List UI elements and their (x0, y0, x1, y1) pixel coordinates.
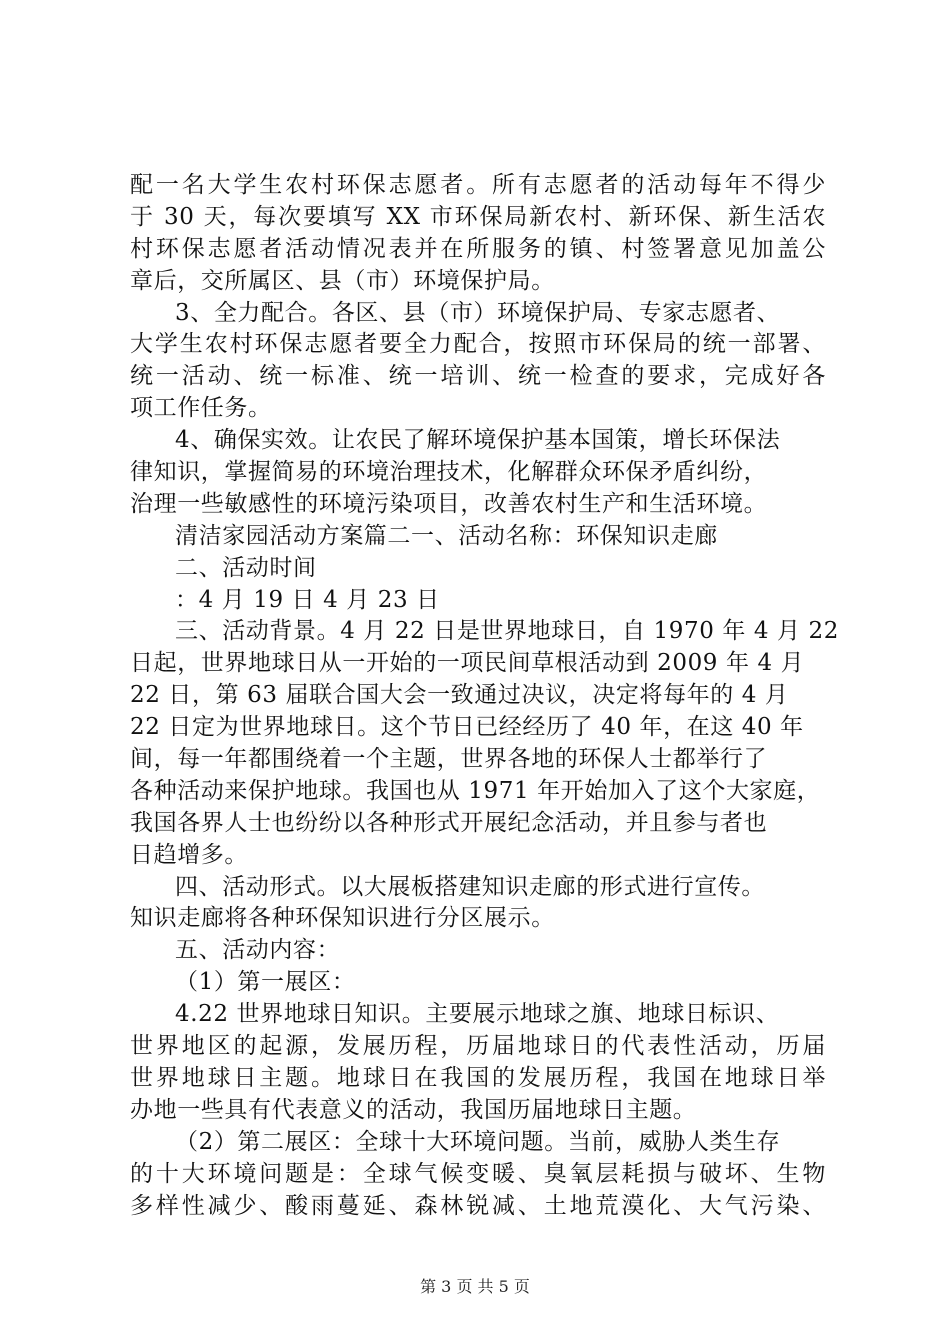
section-heading: 二、活动时间 (175, 554, 317, 581)
section-heading: （1）第一展区： (175, 969, 356, 996)
section-heading: 清洁家园活动方案篇二一、活动名称：环保知识走廊 (175, 522, 718, 549)
page-number-footer: 第 3 页 共 5 页 (420, 1277, 530, 1296)
text-line: ：4 月 19 日 4 月 23 日 (175, 586, 440, 613)
text-line: 统一活动、统一标准、统一培训、统一检查的要求，完成好各 (130, 363, 826, 390)
text-line: 多样性减少、酸雨蔓延、森林锐减、土地荒漠化、大气污染、 (130, 1192, 826, 1219)
text-line: 的十大环境问题是：全球气候变暖、臭氧层耗损与破坏、生物 (130, 1160, 826, 1187)
text-line: 办地一些具有代表意义的活动，我国历届地球日主题。 (130, 1096, 697, 1123)
text-line: 三、活动背景。4 月 22 日是世界地球日，自 1970 年 4 月 22 (175, 618, 840, 645)
text-line: 四、活动形式。以大展板搭建知识走廊的形式进行宣传。 (175, 873, 765, 900)
text-line: 世界地球日主题。地球日在我国的发展历程，我国在地球日举 (130, 1064, 826, 1091)
text-line: 22 日定为世界地球日。这个节日已经经历了 40 年，在这 40 年 (130, 714, 804, 741)
text-line: 我国各界人士也纷纷以各种形式开展纪念活动，并且参与者也 (130, 809, 768, 836)
text-line: 世界地区的起源，发展历程，历届地球日的代表性活动，历届 (130, 1033, 826, 1060)
text-line: 配一名大学生农村环保志愿者。所有志愿者的活动每年不得少 (130, 172, 826, 198)
text-line: 大学生农村环保志愿者要全力配合，按照市环保局的统一部署、 (130, 331, 826, 358)
text-line: 治理一些敏感性的环境污染项目，改善农村生产和生活环境。 (130, 490, 768, 517)
text-line: 4、确保实效。让农民了解环境保护基本国策，增长环保法 (175, 427, 781, 454)
text-line: 知识走廊将各种环保知识进行分区展示。 (130, 905, 555, 932)
document-body (130, 170, 840, 1222)
text-line: 章后，交所属区、县（市）环境保护局。 (130, 267, 555, 294)
text-line: 各种活动来保护地球。我国也从 1971 年开始加入了这个大家庭， (130, 777, 821, 804)
text-line: 22 日，第 63 届联合国大会一致通过决议，决定将每年的 4 月 (130, 682, 789, 709)
text-line: 间，每一年都围绕着一个主题，世界各地的环保人士都举行了 (130, 746, 768, 773)
text-line: 日起，世界地球日从一开始的一项民间草根活动到 2009 年 4 月 (130, 650, 805, 677)
text-line: 村环保志愿者活动情况表并在所服务的镇、村签署意见加盖公 (130, 235, 826, 262)
text-line: 于 30 天，每次要填写 XX 市环保局新农村、新环保、新生活农 (130, 203, 826, 230)
text-line: 项工作任务。 (130, 395, 272, 422)
text-line: 4.22 世界地球日知识。主要展示地球之旗、地球日标识、 (175, 1001, 780, 1028)
text-line: 律知识，掌握简易的环境治理技术，化解群众环保矛盾纠纷， (130, 459, 768, 486)
text-line: （2）第二展区：全球十大环境问题。当前，威胁人类生存 (175, 1128, 781, 1155)
text-line: 日趋增多。 (130, 841, 248, 868)
text-line: 3、全力配合。各区、县（市）环境保护局、专家志愿者、 (175, 299, 781, 326)
section-heading: 五、活动内容： (175, 937, 341, 964)
